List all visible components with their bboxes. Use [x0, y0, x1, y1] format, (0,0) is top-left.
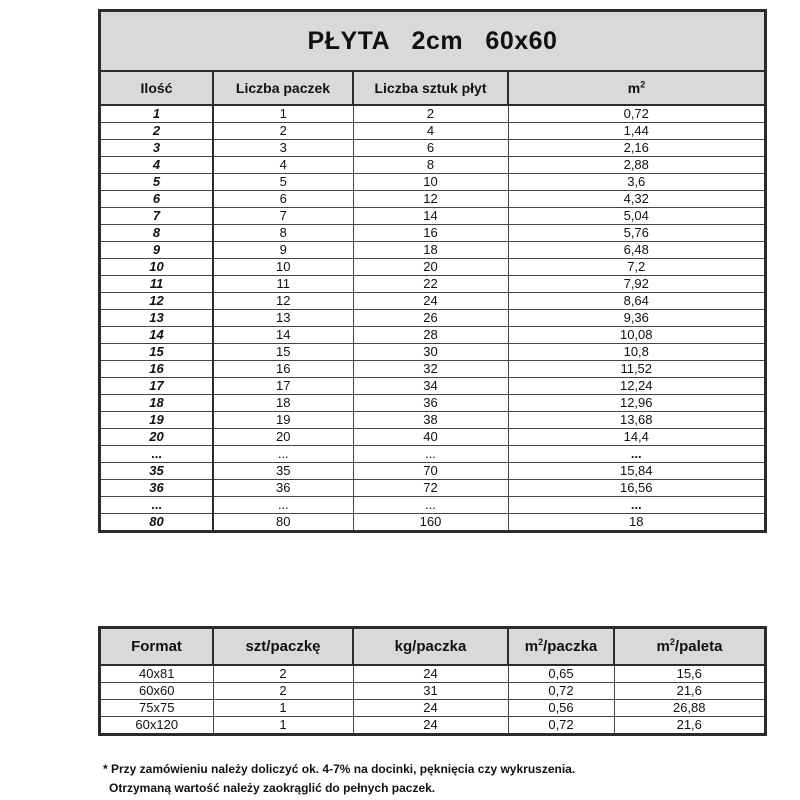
cell-paczki: ... [213, 497, 353, 514]
cell-sztuki: 22 [353, 276, 508, 293]
cell-paczki: 17 [213, 378, 353, 395]
cell-ilosc: 10 [101, 259, 213, 276]
cell-szt: 2 [213, 665, 353, 683]
cell-m2: 10,08 [508, 327, 764, 344]
table-row [101, 446, 764, 463]
header-m2: $m^2$ [508, 72, 764, 105]
cell-m2-paczka: 0,72 [508, 683, 614, 700]
cell-sztuki: 26 [353, 310, 508, 327]
cell-m2: 13,68 [508, 412, 764, 429]
cell-m2: 9,36 [508, 310, 764, 327]
cell-sztuki: 2 [353, 105, 508, 123]
cell-m2: 12,24 [508, 378, 764, 395]
cell-ilosc: 3 [101, 140, 213, 157]
cell-paczki: 20 [213, 429, 353, 446]
cell-m2: ... [508, 446, 764, 463]
cell-format: 40x81 [101, 665, 213, 683]
cell-sztuki: 4 [353, 123, 508, 140]
cell-m2: 7,92 [508, 276, 764, 293]
cell-ilosc: 9 [101, 242, 213, 259]
cell-format: 60x60 [101, 683, 213, 700]
cell-paczki: 8 [213, 225, 353, 242]
cell-kg: 31 [353, 683, 508, 700]
cell-m2: 7,2 [508, 259, 764, 276]
cell-m2: 2,16 [508, 140, 764, 157]
cell-ilosc: 2 [101, 123, 213, 140]
table-row [101, 395, 764, 412]
cell-sztuki: 38 [353, 412, 508, 429]
cell-sztuki: 18 [353, 242, 508, 259]
footnote [103, 760, 575, 798]
table-title: PŁYTA 2cm 60x60 [101, 12, 764, 72]
cell-sztuki: 30 [353, 344, 508, 361]
cell-m2-paleta: 26,88 [614, 700, 764, 717]
cell-sztuki: 10 [353, 174, 508, 191]
cell-ilosc: 80 [101, 514, 213, 531]
table-row [101, 665, 764, 683]
cell-ilosc: 13 [101, 310, 213, 327]
table-row [101, 293, 764, 310]
cell-sztuki: 160 [353, 514, 508, 531]
cell-ilosc: 16 [101, 361, 213, 378]
cell-format: 75x75 [101, 700, 213, 717]
cell-ilosc: 20 [101, 429, 213, 446]
cell-paczki: 6 [213, 191, 353, 208]
table-row [101, 344, 764, 361]
cell-sztuki: 6 [353, 140, 508, 157]
cell-sztuki: 8 [353, 157, 508, 174]
format-grid [101, 629, 764, 733]
cell-sztuki: 70 [353, 463, 508, 480]
cell-sztuki: 34 [353, 378, 508, 395]
cell-ilosc: 17 [101, 378, 213, 395]
format-table [98, 626, 767, 736]
cell-ilosc: 35 [101, 463, 213, 480]
cell-paczki: 7 [213, 208, 353, 225]
cell-paczki: 10 [213, 259, 353, 276]
header-m2-paczka: $m^2$/paczka [508, 629, 614, 665]
cell-paczki: 14 [213, 327, 353, 344]
cell-m2-paczka: 0,56 [508, 700, 614, 717]
cell-paczki: 35 [213, 463, 353, 480]
cell-m2: ... [508, 497, 764, 514]
cell-m2: 2,88 [508, 157, 764, 174]
cell-kg: 24 [353, 665, 508, 683]
header-szt-paczke: szt/paczkę [213, 629, 353, 665]
cell-paczki: 36 [213, 480, 353, 497]
cell-sztuki: 14 [353, 208, 508, 225]
table-row [101, 514, 764, 531]
table-row [101, 105, 764, 123]
cell-m2-paleta: 15,6 [614, 665, 764, 683]
cell-m2: 18 [629, 514, 644, 529]
cell-paczki: 80 [213, 514, 353, 531]
cell-sztuki: 12 [353, 191, 508, 208]
table-row [101, 123, 764, 140]
cell-m2-paczka: 0,72 [508, 717, 614, 734]
cell-szt: 2 [213, 683, 353, 700]
cell-ilosc: 7 [101, 208, 213, 225]
header-row [101, 72, 764, 105]
table-row [101, 140, 764, 157]
cell-ilosc: 1 [101, 105, 213, 123]
cell-ilosc: 19 [101, 412, 213, 429]
cell-sztuki: 24 [353, 293, 508, 310]
cell-ilosc: 4 [101, 157, 213, 174]
table-row [101, 378, 764, 395]
table-row [101, 276, 764, 293]
table-row [101, 497, 764, 514]
table-row [101, 259, 764, 276]
cell-ilosc: 18 [101, 395, 213, 412]
cell-paczki: 16 [213, 361, 353, 378]
cell-ilosc: 11 [101, 276, 213, 293]
cell-szt: 1 [213, 700, 353, 717]
cell-ilosc: ... [101, 497, 213, 514]
cell-format: 60x120 [101, 717, 213, 734]
cell-paczki: 18 [213, 395, 353, 412]
quantity-table [98, 9, 767, 533]
cell-sztuki: 16 [353, 225, 508, 242]
cell-ilosc: 14 [101, 327, 213, 344]
cell-sztuki: 32 [353, 361, 508, 378]
cell-m2: 12,96 [508, 395, 764, 412]
table-row [101, 429, 764, 446]
table-row [101, 310, 764, 327]
cell-m2: 16,56 [508, 480, 764, 497]
table-row [101, 327, 764, 344]
cell-kg: 24 [353, 700, 508, 717]
header-liczba-paczek: Liczba paczek [213, 72, 353, 105]
table-row [101, 174, 764, 191]
cell-paczki: 5 [213, 174, 353, 191]
cell-paczki: 1 [213, 105, 353, 123]
header-kg-paczka: kg/paczka [353, 629, 508, 665]
header-format: Format [101, 629, 213, 665]
cell-m2: 6,48 [508, 242, 764, 259]
cell-paczki: 15 [213, 344, 353, 361]
cell-paczki: 4 [213, 157, 353, 174]
cell-ilosc: 5 [101, 174, 213, 191]
cell-m2: 5,04 [508, 208, 764, 225]
cell-ilosc: 12 [101, 293, 213, 310]
table-row [101, 463, 764, 480]
cell-sztuki: 72 [353, 480, 508, 497]
cell-m2-paleta: 21,6 [676, 717, 702, 732]
cell-sztuki: ... [353, 497, 508, 514]
footnote-line-1: * Przy zamówieniu należy doliczyć ok. 4-7% na docinki, pęknięcia czy wykruszenia. [103, 762, 576, 776]
cell-sztuki: 36 [353, 395, 508, 412]
format-header-row [101, 629, 764, 665]
table-row [101, 412, 764, 429]
cell-m2: 14,4 [508, 429, 764, 446]
table-row [101, 242, 764, 259]
cell-paczki: 9 [213, 242, 353, 259]
cell-ilosc: 8 [101, 225, 213, 242]
cell-m2-paczka: 0,65 [508, 665, 614, 683]
cell-m2: 8,64 [508, 293, 764, 310]
cell-m2: 4,32 [508, 191, 764, 208]
table-row [101, 208, 764, 225]
cell-sztuki: 20 [353, 259, 508, 276]
cell-sztuki: ... [353, 446, 508, 463]
cell-kg: 24 [353, 717, 508, 734]
table-row [101, 717, 764, 734]
cell-m2: 10,8 [508, 344, 764, 361]
quantity-grid [101, 72, 764, 530]
header-liczba-sztuk: Liczba sztuk płyt [353, 72, 508, 105]
table-row [101, 361, 764, 378]
header-ilosc: Ilość [101, 72, 213, 105]
table-row [101, 191, 764, 208]
footnote-line-2: Otrzymaną wartość należy zaokrąglić do pełnych paczek. [109, 781, 436, 795]
cell-m2: 5,76 [508, 225, 764, 242]
cell-ilosc: 36 [101, 480, 213, 497]
cell-paczki: 11 [213, 276, 353, 293]
cell-m2: 1,44 [508, 123, 764, 140]
cell-ilosc: ... [101, 446, 213, 463]
cell-paczki: 13 [213, 310, 353, 327]
cell-paczki: 19 [213, 412, 353, 429]
cell-paczki: 2 [213, 123, 353, 140]
cell-m2: 3,6 [508, 174, 764, 191]
table-row [101, 480, 764, 497]
cell-szt: 1 [213, 717, 353, 734]
cell-sztuki: 40 [353, 429, 508, 446]
cell-m2-paleta: 21,6 [614, 683, 764, 700]
table-row [101, 683, 764, 700]
cell-paczki: ... [213, 446, 353, 463]
table-row [101, 157, 764, 174]
header-m2-paleta: $m^2$/paleta [614, 629, 764, 665]
cell-m2: 0,72 [508, 105, 764, 123]
cell-ilosc: 15 [101, 344, 213, 361]
cell-paczki: 12 [213, 293, 353, 310]
cell-paczki: 3 [213, 140, 353, 157]
cell-ilosc: 6 [101, 191, 213, 208]
table-row [101, 225, 764, 242]
table-row [101, 700, 764, 717]
cell-m2: 11,52 [508, 361, 764, 378]
cell-m2: 15,84 [508, 463, 764, 480]
cell-sztuki: 28 [353, 327, 508, 344]
